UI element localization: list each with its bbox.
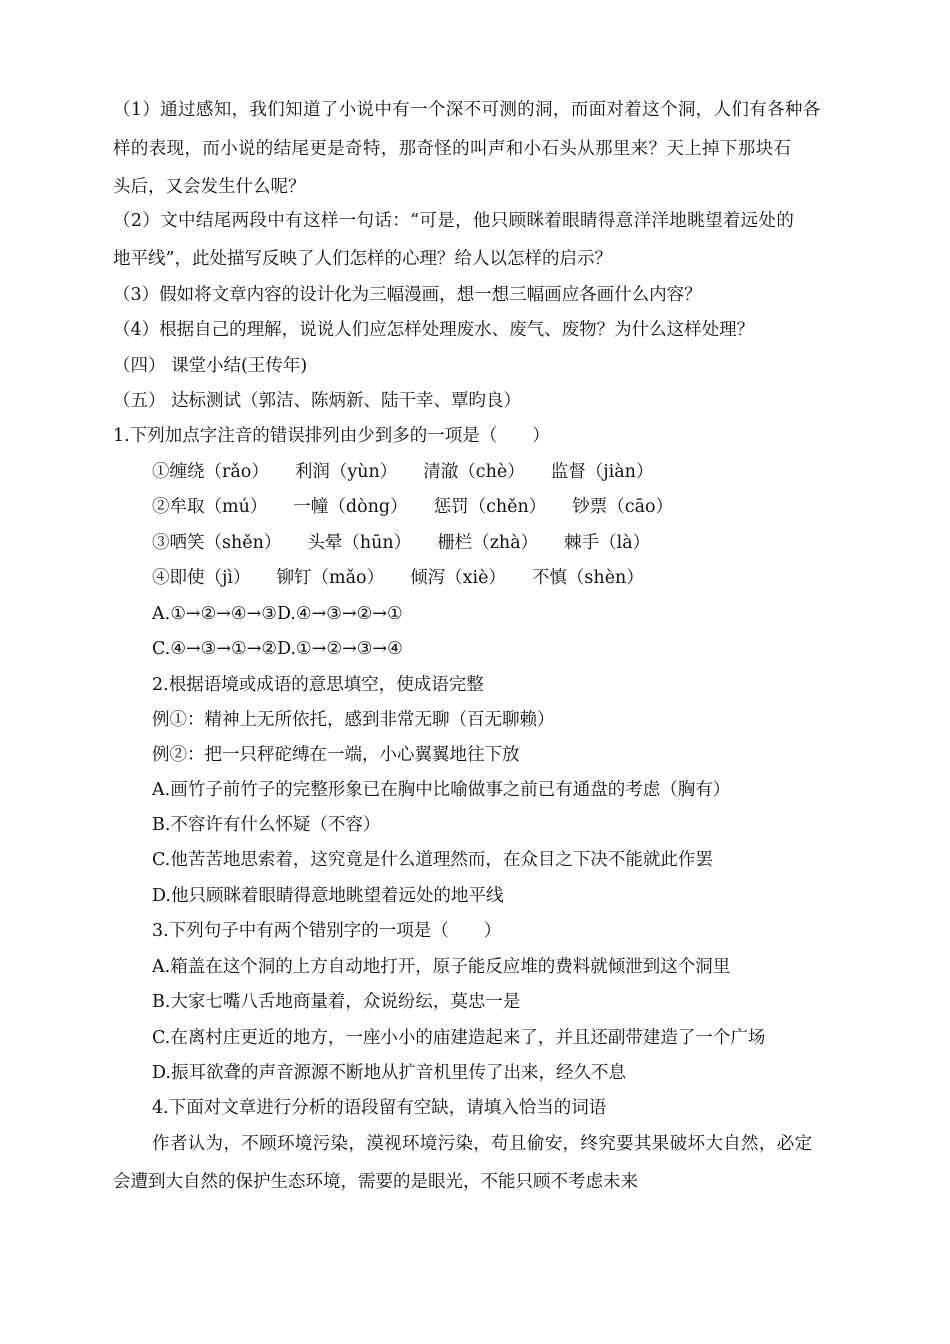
exercise-2-title: 2.根据语境或成语的意思填空，使成语完整	[152, 675, 484, 695]
pinyin-item: 不慎（shèn）	[531, 568, 644, 588]
pinyin-item: ③哂笑（shěn）	[152, 533, 282, 553]
exercise-2-option-d: D.他只顾眯着眼睛得意地眺望着远处的地平线	[152, 886, 504, 906]
exercise-1-row-3	[152, 531, 650, 555]
exercise-4-paragraph-line-2: 会遭到大自然的保护生态环境，需要的是眼光，不能只顾不考虑未来	[113, 1172, 638, 1192]
pinyin-item: 栅栏（zhà）	[437, 533, 539, 553]
pinyin-item: 惩罚（chěn）	[433, 497, 547, 517]
question-1-line-1: （1）通过感知，我们知道了小说中有一个深不可测的洞，而面对着这个洞，人们有各种各	[113, 100, 821, 120]
pinyin-item: 钞票（cāo）	[572, 497, 674, 517]
pinyin-item: ②牟取（mú）	[152, 497, 268, 517]
section-test: （五） 达标测试（郭洁、陈炳新、陆干幸、覃昀良）	[113, 391, 522, 411]
pinyin-item: 头晕（hūn）	[307, 533, 412, 553]
exercise-1-title: 1.下列加点字注音的错误排列由少到多的一项是（ ）	[113, 426, 550, 446]
pinyin-item: ④即使（jì）	[152, 568, 251, 588]
pinyin-item: 倾泻（xiè）	[410, 568, 506, 588]
pinyin-item: 清澈（chè）	[423, 462, 525, 482]
pinyin-item: 一幢（dòng）	[293, 497, 408, 517]
exercise-2-option-b: B.不容许有什么怀疑（不容）	[152, 815, 381, 835]
exercise-3-option-c: C.在离村庄更近的地方，一座小小的庙建造起来了，并且还副带建造了一个广场	[152, 1028, 766, 1048]
exercise-1-options-ab: A.①→②→④→③D.④→③→②→①	[152, 604, 403, 624]
question-4: （4）根据自己的理解，说说人们应怎样处理废水、废气、废物？为什么这样处理？	[113, 320, 755, 340]
exercise-2-option-a: A.画竹子前竹子的完整形象已在胸中比喻做事之前已有通盘的考虑（胸有）	[152, 780, 731, 800]
pinyin-item: 棘手（là）	[564, 533, 651, 553]
exercise-2-option-c: C.他苦苦地思索着，这究竟是什么道理然而，在众目之下决不能就此作罢	[152, 850, 713, 870]
exercise-3-title: 3.下列句子中有两个错别字的一项是（ ）	[152, 921, 502, 941]
pinyin-item: 监督（jiàn）	[550, 462, 654, 482]
question-2-line-1: （2）文中结尾两段中有这样一句话：“可是，他只顾眯着眼睛得意洋洋地眺望着远处的	[113, 211, 795, 231]
exercise-3-option-d: D.振耳欲聋的声音源源不断地从扩音机里传了出来，经久不息	[152, 1063, 626, 1083]
exercise-1-row-1	[152, 460, 653, 484]
section-summary: （四） 课堂小结(王传年)	[113, 356, 308, 376]
exercise-3-option-a: A.箱盖在这个洞的上方自动地打开，原子能反应堆的费料就倾泄到这个洞里	[152, 957, 731, 977]
exercise-4-paragraph-line-1: 作者认为，不顾环境污染，漠视环境污染，苟且偷安，终究要其果破坏大自然，必定	[152, 1134, 813, 1154]
exercise-1-row-2	[152, 495, 673, 519]
pinyin-item: 铆钉（mǎo）	[276, 568, 385, 588]
question-1-line-3: 头后，又会发生什么呢？	[113, 177, 306, 197]
exercise-4-title: 4.下面对文章进行分析的语段留有空缺，请填入恰当的词语	[152, 1098, 607, 1118]
exercise-1-options-cd: C.④→③→①→②D.①→②→③→④	[152, 639, 403, 659]
exercise-1-row-4	[152, 566, 644, 590]
exercise-2-example-1: 例①：精神上无所依托，感到非常无聊（百无聊赖）	[152, 710, 555, 730]
question-2-line-2: 地平线”，此处描写反映了人们怎样的心理？给人以怎样的启示？	[113, 249, 612, 269]
pinyin-item: ①缠绕（rǎo）	[152, 462, 269, 482]
question-3: （3）假如将文章内容的设计化为三幅漫画，想一想三幅画应各画什么内容？	[113, 285, 702, 305]
pinyin-item: 利润（yùn）	[294, 462, 398, 482]
exercise-3-option-b: B.大家七嘴八舌地商量着，众说纷纭，莫忠一是	[152, 992, 521, 1012]
question-1-line-2: 样的表现，而小说的结尾更是奇特，那奇怪的叫声和小石头从那里来？天上掉下那块石	[113, 139, 792, 159]
exercise-2-example-2: 例②：把一只秤砣缚在一端，小心翼翼地往下放	[152, 745, 520, 765]
